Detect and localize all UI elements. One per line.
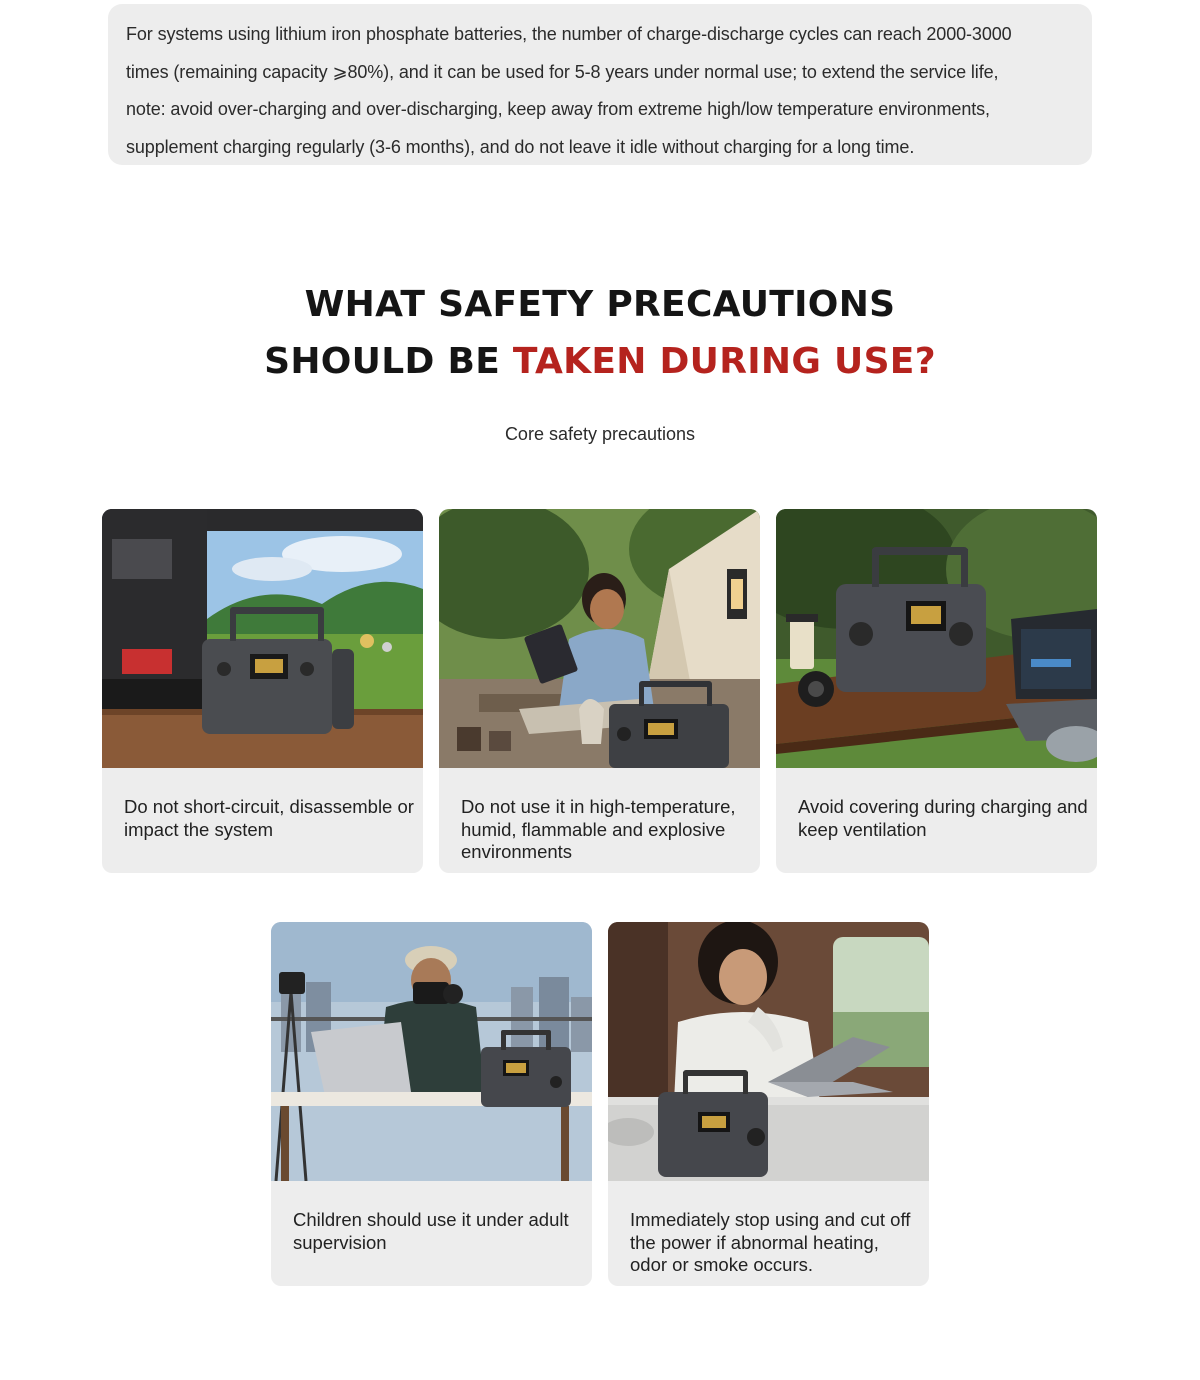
heading-accent: TAKEN DURING USE? — [512, 341, 936, 382]
battery-info-box — [108, 4, 1092, 165]
precaution-card-children — [271, 922, 592, 1286]
card-caption: Do not short-circuit, disassemble or impact the system — [124, 796, 414, 840]
info-line: For systems using lithium iron phosphate batteries, the number of charge-discharge cycles can reach 2000-3000 — [126, 24, 1012, 44]
heading-line-2 — [0, 333, 1200, 390]
card-caption: Immediately stop using and cut off the power if abnormal heating, odor or smoke occurs. — [630, 1209, 911, 1275]
card-caption: Do not use it in high-temperature, humid, flammable and explosive environments — [461, 796, 736, 862]
precaution-card-environment — [439, 509, 760, 873]
camping-rv-photo — [102, 509, 423, 768]
section-subheading: Core safety precautions — [504, 424, 696, 444]
info-line: supplement charging regularly (3-6 months), and do not leave it idle without charging for a long time. — [126, 136, 915, 157]
card-caption: Avoid covering during charging and keep ventilation — [798, 796, 1088, 840]
heading-plain: SHOULD BE — [264, 341, 513, 382]
rv-interior-photo — [608, 922, 929, 1181]
precaution-card-abnormal — [608, 922, 929, 1286]
card-caption: Children should use it under adult supervision — [293, 1209, 569, 1253]
rooftop-photographer-photo — [271, 922, 592, 1181]
info-line: note: avoid over-charging and over-discharging, keep away from extreme high/low temperature environments, — [126, 99, 990, 119]
tent-tablet-photo — [439, 509, 760, 768]
info-line: times (remaining capacity ⩾80%), and it can be used for 5-8 years under normal use; to extend the service life, — [126, 61, 999, 82]
precaution-card-short-circuit — [102, 509, 423, 873]
section-heading — [0, 276, 1200, 390]
outdoor-table-photo — [776, 509, 1097, 768]
heading-line-1: WHAT SAFETY PRECAUTIONS — [304, 284, 896, 325]
precaution-card-ventilation — [776, 509, 1097, 873]
